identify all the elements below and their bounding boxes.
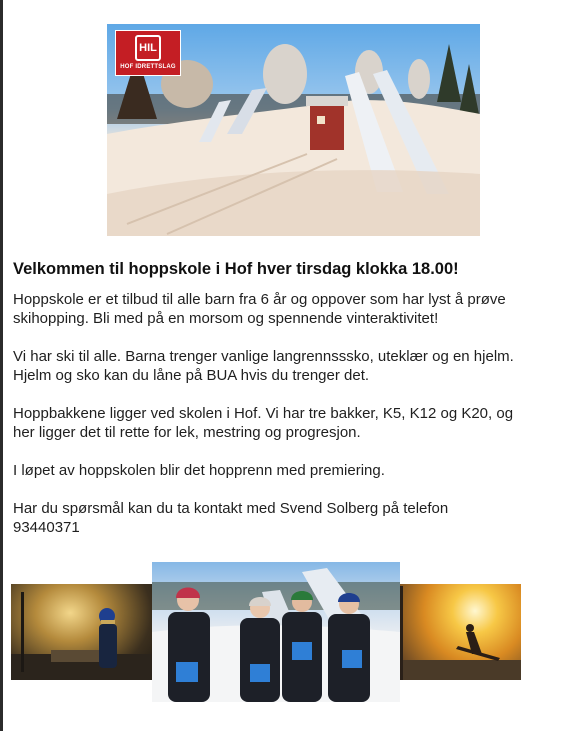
text-line: Har du spørsmål kan du ta kontakt med Svend Solberg på telefon [13, 500, 449, 517]
text-line: Vi har ski til alle. Barna trenger vanlige langrennsssko, uteklær og en hjelm. [13, 348, 514, 365]
text-line: Hoppskole er et tilbud til alle barn fra 6 år og oppover som har lyst å prøve [13, 291, 506, 308]
header-photo [107, 24, 480, 236]
text-line: Hjelm og sko kan du låne på BUA hvis du trenger det. [13, 367, 370, 384]
paragraph-equipment [13, 347, 558, 385]
night-jumper-photo [11, 584, 152, 680]
paragraph-intro [13, 290, 558, 328]
page-title: Velkommen til hoppskole i Hof hver tirsdag klokka 18.00! [13, 260, 459, 278]
phone-number: 93440371 [13, 519, 80, 536]
text-line: I løpet av hoppskolen blir det hopprenn med premiering. [13, 462, 385, 479]
text-line: skihopping. Bli med på en morsom og spennende vinteraktivitet! [13, 310, 439, 327]
left-border [0, 0, 3, 731]
text-line: Hoppbakkene ligger ved skolen i Hof. Vi har tre bakker, K5, K12 og K20, og [13, 405, 514, 422]
announcement-text [13, 258, 558, 537]
club-name: HOF IDRETTSLAG [120, 64, 176, 70]
crest-icon: HIL [135, 35, 161, 61]
sunset-jumper-photo [400, 584, 521, 680]
paragraph-contact [13, 499, 558, 537]
kids-with-prizes-photo [152, 562, 400, 702]
text-line: her ligger det til rette for lek, mestring og progresjon. [13, 424, 361, 441]
club-logo [115, 30, 181, 76]
paragraph-competition [13, 461, 558, 480]
paragraph-location [13, 404, 558, 442]
